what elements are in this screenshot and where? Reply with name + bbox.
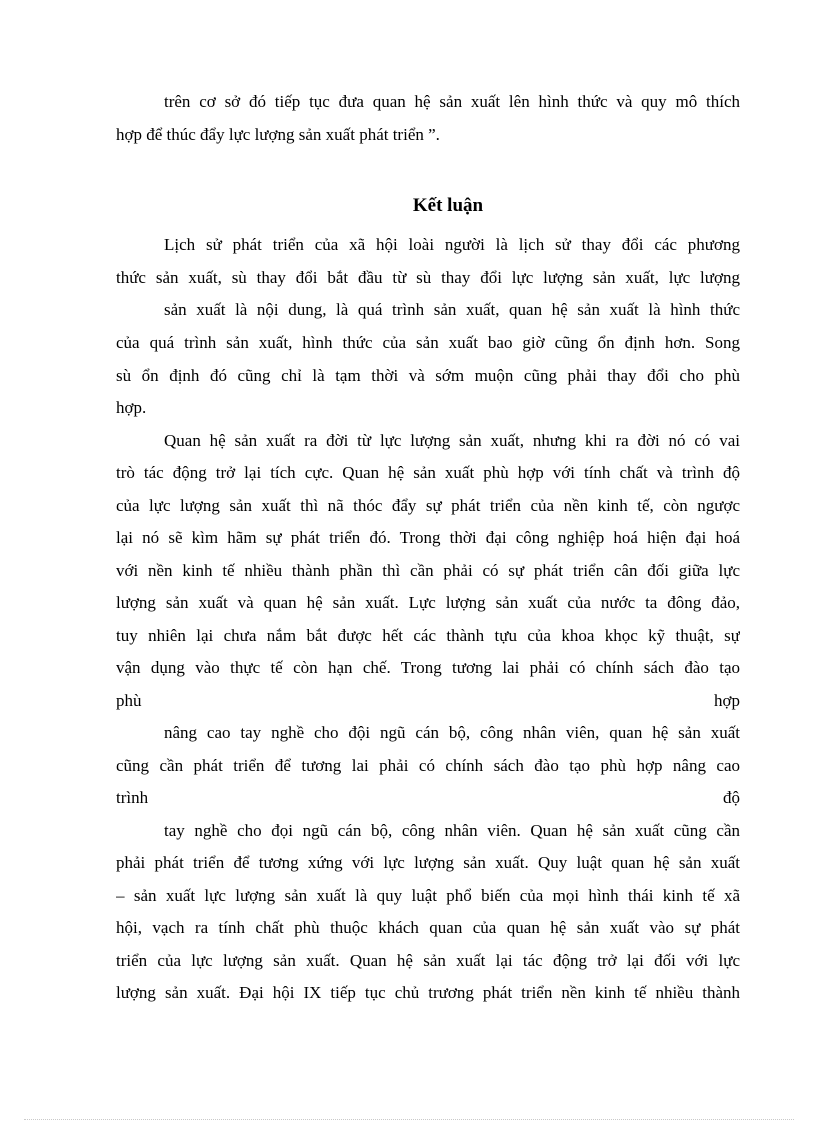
paragraph-line: phải phát triển để tương xứng với lực lượng sản xuất. Quy luật quan hệ sản xuất [116, 853, 740, 872]
paragraph-line: trò tác động trở lại tích cực. Quan hệ sản xuất phù hợp với tính chất và trình độ [116, 463, 740, 482]
paragraph-line: cũng cần phát triển để tương lai phải có chính sách đào tạo phù hợp nâng cao [116, 756, 740, 775]
paragraph-line: với nền kinh tế nhiều thành phần thì cần phải có sự phát triển cân đối giữa lực [116, 561, 740, 580]
paragraph-line: hội, vạch ra tính chất phù thuộc khách quan của quan hệ sản xuất vào sự phát [116, 918, 740, 937]
paragraph-line: tuy nhiên lại chưa nắm bắt được hết các thành tựu của khoa khọc kỹ thuật, sự [116, 626, 740, 645]
paragraph-line: của quá trình sản xuất, hình thức của sản xuất bao giờ cũng ổn định hơn. Song [116, 333, 740, 352]
paragraph-line: phù hợp [116, 691, 740, 710]
section-heading: Kết luận [412, 195, 484, 216]
paragraph-line: nâng cao tay nghề cho đội ngũ cán bộ, công nhân viên, quan hệ sản xuất [164, 723, 740, 742]
paragraph-line: Quan hệ sản xuất ra đời từ lực lượng sản xuất, nhưng khi ra đời nó có vai [164, 431, 740, 450]
page-bottom-rule [24, 1119, 794, 1120]
intro-line: trên cơ sở đó tiếp tục đưa quan hệ sản xuất lên hình thức và quy mô thích [164, 92, 740, 111]
paragraph-line: tay nghề cho đọi ngũ cán bộ, công nhân viên. Quan hệ sản xuất cũng cần [164, 821, 740, 840]
intro-line: hợp để thúc đẩy lực lượng sản xuất phát triển ”. [116, 125, 440, 144]
paragraph-line: vận dụng vào thực tế còn hạn chế. Trong tương lai phải có chính sách đào tạo [116, 658, 740, 677]
paragraph-line: lượng sản xuất và quan hệ sản xuất. Lực lượng sản xuất của nước ta đông đảo, [116, 593, 740, 612]
paragraph-line: sản xuất là nội dung, là quá trình sản xuất, quan hệ sản xuất là hình thức [164, 300, 740, 319]
paragraph-line: thức sản xuất, sù thay đổi bắt đầu từ sù thay đổi lực lượng sản xuất, lực lượng [116, 268, 740, 287]
paragraph-line: – sản xuất lực lượng sản xuất là quy luật phổ biến của mọi hình thái kinh tế xã [116, 886, 740, 905]
paragraph-line: triển của lực lượng sản xuất. Quan hệ sản xuất lại tác động trở lại đối với lực [116, 951, 740, 970]
paragraph-line: lượng sản xuất. Đại hội IX tiếp tục chủ trương phát triển nền kinh tế nhiều thành [116, 983, 740, 1002]
paragraph-line: Lịch sử phát triển của xã hội loài người là lịch sử thay đổi các phương [164, 235, 740, 254]
paragraph-line: của lực lượng sản xuất thì nã thóc đẩy sự phát triển của nền kinh tế, còn ngược [116, 496, 740, 515]
paragraph-line: sù ổn định đó cũng chỉ là tạm thời và sớm muộn cũng phải thay đổi cho phù [116, 366, 740, 385]
paragraph-line: hợp. [116, 398, 147, 417]
paragraph-line: trình độ [116, 788, 740, 807]
paragraph-line: lại nó sẽ kìm hãm sự phát triển đó. Trong thời đại công nghiệp hoá hiện đại hoá [116, 528, 740, 547]
